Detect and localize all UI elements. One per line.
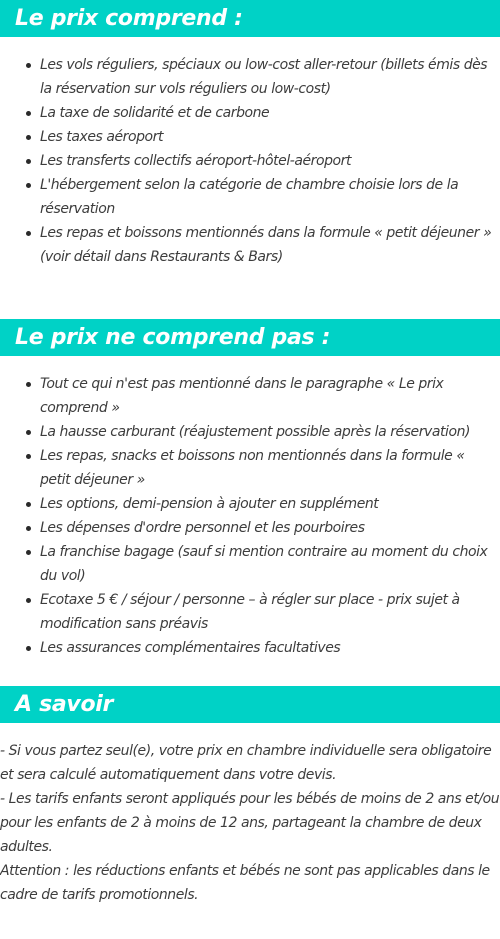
list-item: Les dépenses d'ordre personnel et les pourboires	[0, 516, 500, 540]
section-title-included: Le prix comprend :	[0, 0, 500, 37]
to-know-notes	[0, 739, 500, 907]
list-item: La franchise bagage (sauf si mention contraire au moment du choix du vol)	[0, 540, 500, 588]
section-title-not-included: Le prix ne comprend pas :	[0, 319, 500, 356]
list-item: Les transferts collectifs aéroport-hôtel-aéroport	[0, 149, 500, 173]
list-item: Les taxes aéroport	[0, 125, 500, 149]
list-item: Tout ce qui n'est pas mentionné dans le paragraphe « Le prix comprend »	[0, 372, 500, 420]
list-item: Les repas, snacks et boissons non mentionnés dans la formule « petit déjeuner »	[0, 444, 500, 492]
list-item: Les vols réguliers, spéciaux ou low-cost aller-retour (billets émis dès la réservation sur vols réguliers ou low-cost)	[0, 53, 500, 101]
note-paragraph: - Les tarifs enfants seront appliqués pour les bébés de moins de 2 ans et/ou pour les enfants de 2 à moins de 12 ans, partageant la chambre de deux adultes.	[0, 791, 500, 855]
not-included-list	[0, 372, 500, 660]
note-paragraph: - Si vous partez seul(e), votre prix en chambre individuelle sera obligatoire et sera calculé automatiquement dans votre devis.	[0, 743, 492, 783]
section-title-to-know: A savoir	[0, 686, 500, 723]
list-item: Les assurances complémentaires facultatives	[0, 636, 500, 660]
included-list	[0, 53, 500, 269]
list-item: Les options, demi-pension à ajouter en supplément	[0, 492, 500, 516]
list-item: Ecotaxe 5 € / séjour / personne – à régler sur place - prix sujet à modification sans préavis	[0, 588, 500, 636]
list-item: Les repas et boissons mentionnés dans la formule « petit déjeuner » (voir détail dans Restaurants & Bars)	[0, 221, 500, 269]
list-item: La taxe de solidarité et de carbone	[0, 101, 500, 125]
note-paragraph: Attention : les réductions enfants et bébés ne sont pas applicables dans le cadre de tarifs promotionnels.	[0, 863, 490, 903]
list-item: La hausse carburant (réajustement possible après la réservation)	[0, 420, 500, 444]
list-item: L'hébergement selon la catégorie de chambre choisie lors de la réservation	[0, 173, 500, 221]
